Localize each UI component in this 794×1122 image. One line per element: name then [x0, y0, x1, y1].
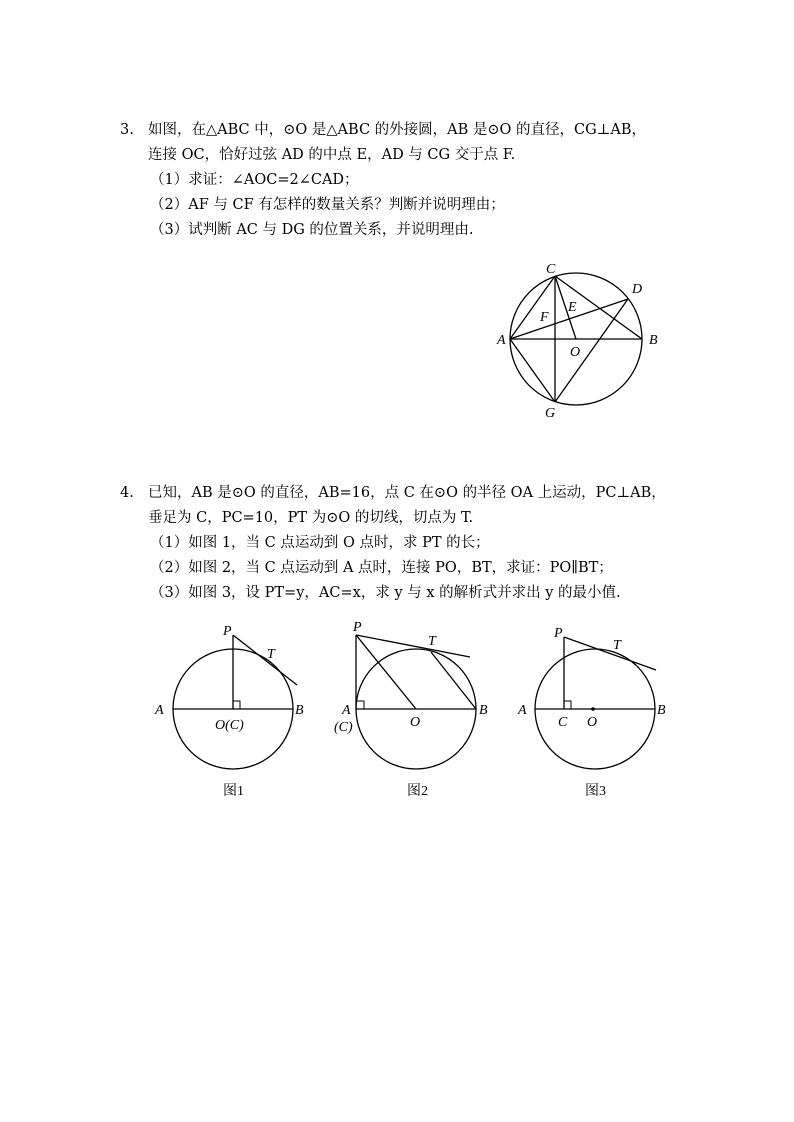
- right-angle-mark: [233, 701, 240, 709]
- question-1: （1）如图 1，当 C 点运动到 O 点时，求 PT 的长；: [150, 535, 490, 551]
- problem-statement-line: 如图，在△ABC 中，⊙O 是△ABC 的外接圆，AB 是⊙O 的直径，CG⊥AB，: [148, 122, 646, 138]
- tangent-pt: [356, 635, 470, 657]
- problem-4: [120, 481, 720, 606]
- question-3: （3）试判断 AC 与 DG 的位置关系，并说明理由.: [150, 222, 474, 238]
- question-1: （1）求证：∠AOC=2∠CAD；: [150, 172, 359, 188]
- segment-ac: [510, 276, 555, 339]
- problem-statement-line: 垂足为 C，PC=10，PT 为⊙O 的切线，切点为 T.: [148, 510, 474, 526]
- problem-3: [120, 118, 720, 243]
- problem-statement-line: 已知，AB 是⊙O 的直径，AB=16，点 C 在⊙O 的半径 OA 上运动，PC⊥AB，: [148, 485, 666, 501]
- problem-number: 3.: [120, 122, 134, 138]
- label-c: C: [558, 715, 568, 730]
- label-f: F: [540, 310, 549, 325]
- label-e: E: [568, 300, 577, 315]
- label-o: O: [587, 715, 598, 730]
- right-angle-mark: [564, 701, 571, 709]
- question-3: （3）如图 3，设 PT=y，AC=x，求 y 与 x 的解析式并求出 y 的最小值.: [150, 585, 621, 601]
- label-a: A: [518, 703, 527, 718]
- label-g: G: [545, 406, 556, 421]
- center-point-o: [591, 707, 595, 711]
- label-o-c: O(C): [215, 718, 244, 733]
- caption-figure-1: 图1: [223, 784, 244, 799]
- label-o: O: [410, 715, 421, 730]
- problem-number: 4.: [120, 485, 134, 501]
- tangent-pt: [233, 635, 297, 685]
- label-a: A: [342, 703, 351, 718]
- right-angle-mark: [356, 701, 364, 709]
- question-2: （2）AF 与 CF 有怎样的数量关系？判断并说明理由；: [150, 197, 505, 213]
- figure-2: [328, 615, 518, 805]
- label-t: T: [428, 634, 436, 649]
- segment-dg: [555, 299, 628, 402]
- label-b: B: [657, 703, 666, 718]
- problem-3-figure: [495, 262, 695, 422]
- caption-figure-3: 图3: [585, 784, 606, 799]
- label-p: P: [353, 620, 362, 635]
- figure-1: [145, 615, 335, 805]
- label-b: B: [649, 333, 658, 348]
- label-p: P: [223, 624, 232, 639]
- label-a: A: [497, 333, 506, 348]
- segment-ag: [510, 339, 555, 402]
- label-c: C: [546, 262, 556, 277]
- label-a: A: [155, 703, 164, 718]
- label-p: P: [554, 626, 563, 641]
- label-d: D: [632, 282, 643, 297]
- label-b: B: [295, 703, 304, 718]
- label-c: (C): [334, 720, 353, 735]
- caption-figure-2: 图2: [407, 784, 428, 799]
- figure-3: [507, 615, 697, 805]
- problem-statement-line: 连接 OC，恰好过弦 AD 的中点 E，AD 与 CG 交于点 F.: [148, 147, 516, 163]
- label-t: T: [267, 647, 275, 662]
- label-b: B: [479, 703, 488, 718]
- tangent-pt: [564, 637, 656, 670]
- label-o: O: [570, 345, 581, 360]
- label-t: T: [613, 638, 621, 653]
- question-2: （2）如图 2，当 C 点运动到 A 点时，连接 PO，BT，求证：PO∥BT；: [150, 560, 613, 576]
- segment-po: [356, 635, 416, 709]
